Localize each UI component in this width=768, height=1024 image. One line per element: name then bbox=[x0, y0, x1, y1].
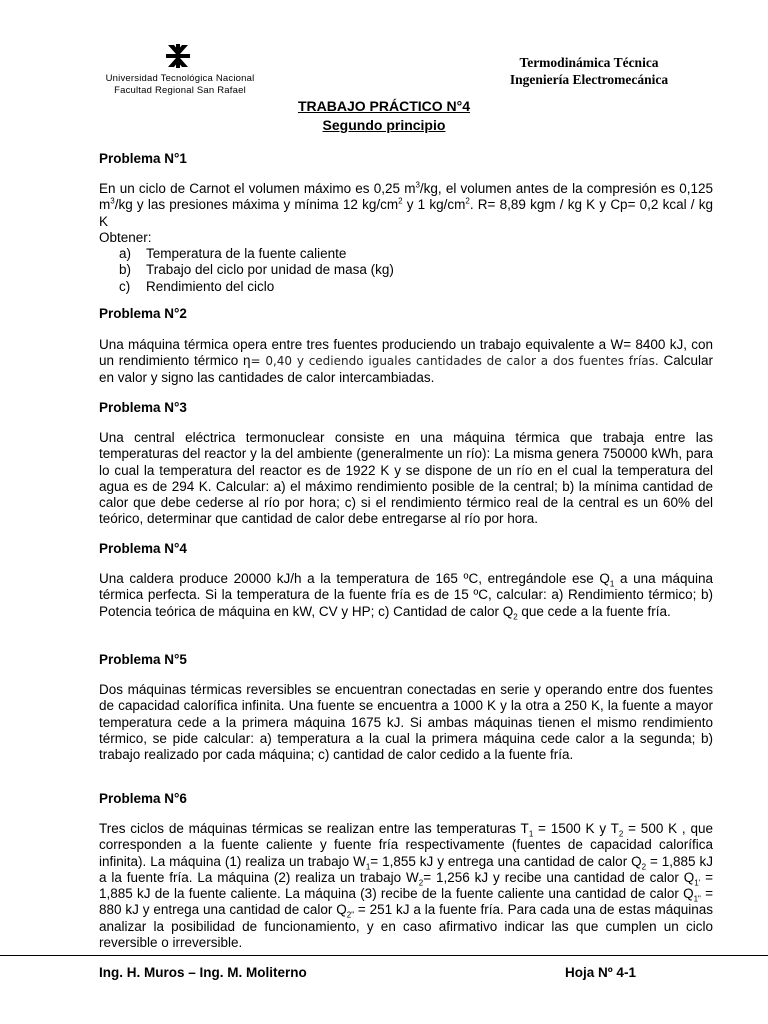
university-name: Universidad Tecnológica Nacional bbox=[105, 73, 255, 84]
problem-5-statement: Dos máquinas térmicas reversibles se encuentran conectadas en serie y operando entre dos fuentes de capacidad calorífica infinita. Una fuente se encuentra a 1000 K y la otra a 250 K, la fuente a mayor temperatura cede a la primera máquina 1675 kJ. Si ambas máquinas tienen el mismo rendimiento térmico, se pide calcular: a) temperatura a la cual la primera máquina cede calor a la segunda; b) trabajo realizado por cada máquina; c) cantidad de calor cedido a la fuente fría. bbox=[99, 682, 713, 763]
document-subtitle: Segundo principio bbox=[322, 117, 446, 133]
utn-logo bbox=[164, 42, 192, 70]
problem-5-title: Problema N°5 bbox=[99, 652, 187, 667]
problem-1-title: Problema N°1 bbox=[99, 151, 187, 166]
list-item: a) Temperatura de la fuente caliente bbox=[119, 246, 347, 262]
career-name: Ingeniería Electromecánica bbox=[509, 72, 669, 87]
footer-authors: Ing. H. Muros – Ing. M. Moliterno bbox=[99, 965, 307, 980]
problem-4-statement: Una caldera produce 20000 kJ/h a la temperatura de 165 ºC, entregándole ese $Q_1$ a una máquina térmica perfecta. Si la temperatura de la fuente fría es de 15 ºC, calcular: a) Rendimiento térmico; b) Potencia teórica de máquina en kW, CV y HP; c) Cantidad de calor $Q_2$ que cede a la fuente fría. bbox=[99, 571, 714, 622]
faculty-name: Facultad Regional San Rafael bbox=[114, 85, 246, 96]
problem-3-statement: Una central eléctrica termonuclear consiste en una máquina térmica que trabaja entre las temperaturas del reactor y la del ambiente (generalmente un río): La misma genera 750000 kWh, para lo cual la temperatura del reactor es de 1922 K y se dispone de un río en el cual la temperatura del agua es de 294 K. Calcular: a) el máximo rendimiento posible de la central; b) la mínima cantidad de calor que debe cederse al río por hora; c) si el rendimiento térmico real de la central es un 60% del teórico, determinar que cantidad de calor debe entregarse al río por hora. bbox=[99, 430, 713, 527]
problem-1-list bbox=[99, 246, 713, 295]
document-title: TRABAJO PRÁCTICO N°4 bbox=[297, 98, 471, 114]
problem-2-title: Problema N°2 bbox=[99, 306, 187, 321]
course-name: Termodinámica Técnica bbox=[519, 55, 659, 70]
list-item: c) Rendimiento del ciclo bbox=[119, 278, 275, 294]
list-item: b) Trabajo del ciclo por unidad de masa (kg) bbox=[119, 262, 394, 278]
problem-6-title: Problema N°6 bbox=[99, 791, 187, 806]
problem-4-title: Problema N°4 bbox=[99, 541, 187, 556]
problem-3-title: Problema N°3 bbox=[99, 400, 187, 415]
problem-2-statement: Una máquina térmica opera entre tres fuentes produciendo un trabajo equivalente a W= 8400 kJ, con un rendimiento térmico η= 0,40 y cediendo iguales cantidades de calor a dos fuentes frías. Calcular en valor y signo las cantidades de calor intercambiadas. bbox=[99, 337, 713, 385]
problem-1-obtener: Obtener: bbox=[99, 229, 152, 245]
problem-1-statement: En un ciclo de Carnot el volumen máximo es 0,25 $m^3/kg$, el volumen antes de la compresión es 0,125 $m^3/kg$ y las presiones máxima y mínima 12 $kg/cm^2$ y 1 $kg/cm^2$. R= 8,89 kgm / kg K y Cp= 0,2 kcal / kg K Obtener: a) Temperatura de la fuente caliente b) Trabajo del ciclo por unidad de masa (kg) c) Rendimiento del ciclo bbox=[99, 180, 714, 294]
footer-divider bbox=[0, 955, 768, 956]
problem-6-statement: Tres ciclos de máquinas térmicas se realizan entre las temperaturas $T_1 = 1500$ K y $T_2 = 500$ K , que corresponden a la fuente caliente y fuente fría respectivamente (fuentes de capacidad calorífica infinita). La máquina (1) realiza un trabajo $W_1= 1,855$ kJ y entrega una cantidad de calor $Q_2 = 1,885$ kJ a la fuente fría. La máquina (2) realiza un trabajo $W_2= 1,256$ kJ y recibe una cantidad de calor $Q_{1'} = 1,885$ kJ de la fuente caliente. La máquina (3) recibe de la fuente caliente una cantidad de calor $Q_{1"} = 880$ kJ y entrega una cantidad de calor $Q_{2"} = 251$ kJ a la fuente fría. Para cada una de estas máquinas analizar la posibilidad de funcionamiento, y en caso afirmativo indicar las que cumplen un ciclo reversible o irreversible. bbox=[99, 821, 714, 951]
footer-page-number: Hoja Nº 4-1 bbox=[565, 965, 636, 980]
